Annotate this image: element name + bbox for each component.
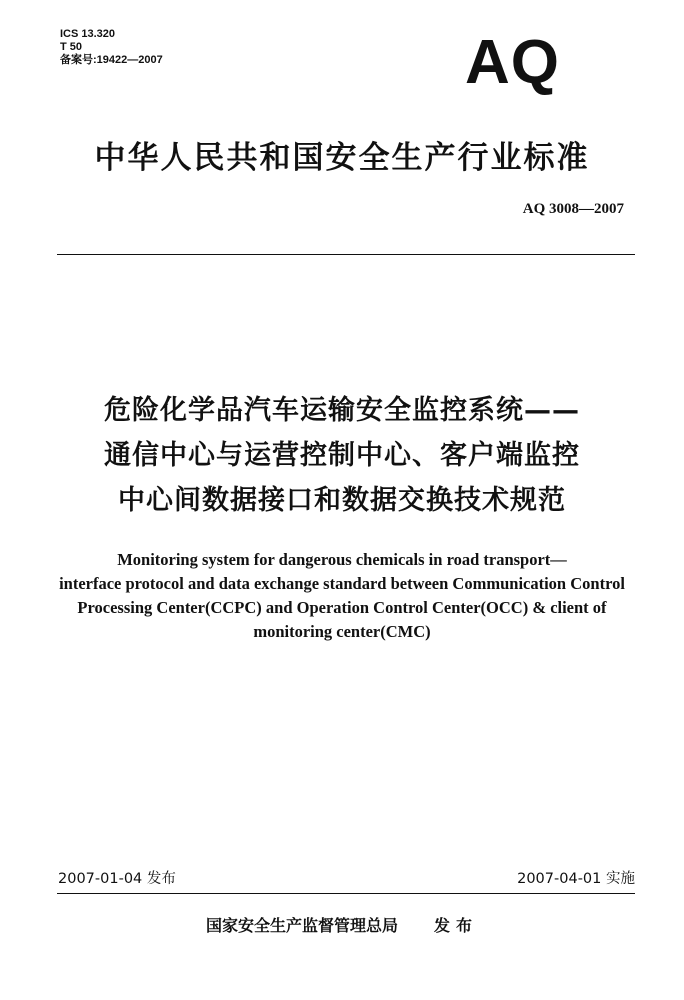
footer-divider [57, 893, 635, 894]
chinese-title-line: 通信中心与运营控制中心、客户端监控 [104, 440, 580, 471]
ics-code: ICS 13.320 [60, 28, 116, 40]
english-title [0, 548, 684, 644]
issuer-action: 发布 [434, 916, 479, 935]
chinese-title-line: 中心间数据接口和数据交换技术规范 [118, 485, 566, 516]
issuer-name: 国家安全生产监督管理总局 [205, 916, 398, 935]
chinese-title [0, 388, 684, 523]
header-divider [57, 254, 635, 255]
english-title-line: Monitoring system for dangerous chemicals in road transport— [117, 550, 567, 569]
standard-number: AQ 3008—2007 [522, 201, 624, 217]
standard-type-heading: 中华人民共和国安全生产行业标准 [94, 140, 590, 176]
category-code: T 50 [60, 41, 83, 53]
english-title-line: Processing Center(CCPC) and Operation Control Center(OCC) & client of [77, 598, 607, 617]
issuing-authority [0, 913, 684, 936]
english-title-line: monitoring center(CMC) [253, 622, 431, 641]
filing-number: 备案号:19422—2007 [60, 54, 163, 66]
classification-codes [60, 28, 163, 67]
chinese-title-line: 危险化学品汽车运输安全监控系统—— [104, 395, 580, 426]
effective-date: 2007-04-01 实施 [517, 871, 635, 887]
issue-date: 2007-01-04 发布 [58, 871, 176, 887]
aq-logo: AQ [465, 28, 560, 97]
english-title-line: interface protocol and data exchange standard between Communication Control [59, 574, 625, 593]
